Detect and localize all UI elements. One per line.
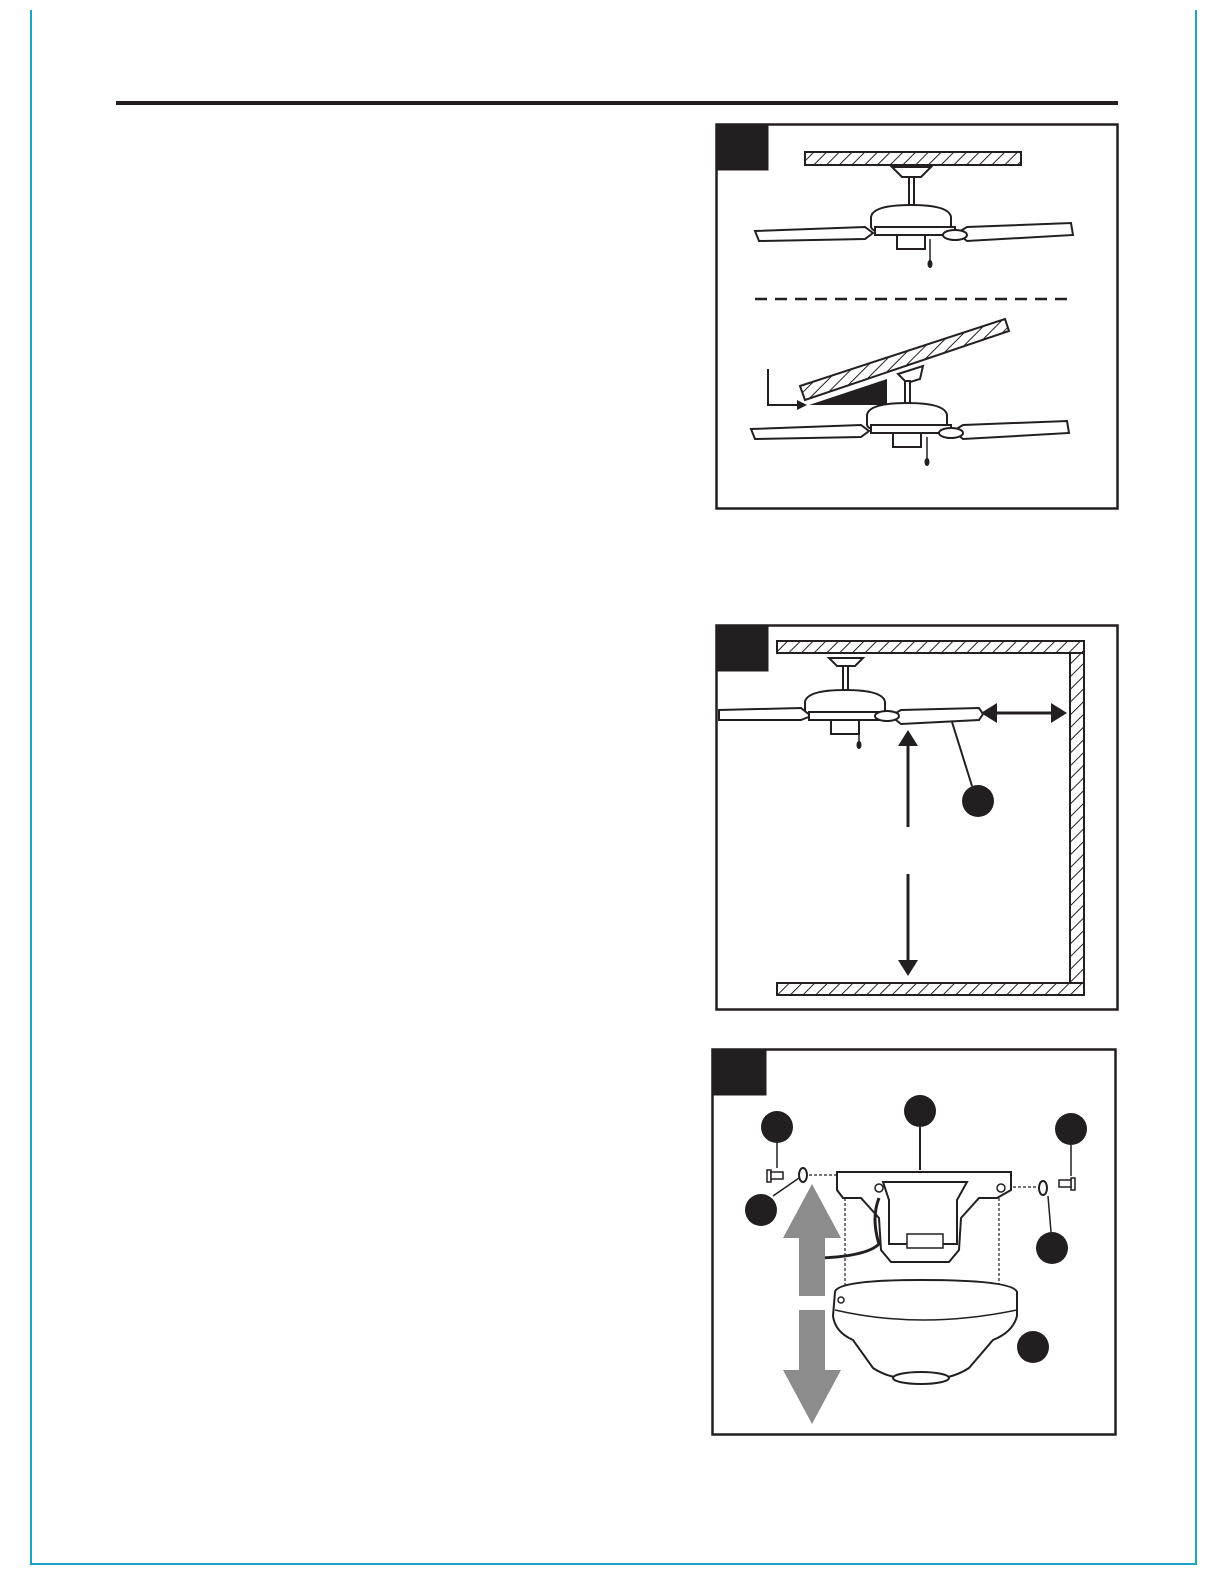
page-frame-left xyxy=(30,10,32,1565)
floor xyxy=(777,983,1084,995)
figure-border xyxy=(717,125,1118,509)
washer-left xyxy=(799,1168,807,1182)
step-label-box xyxy=(717,125,769,171)
callout-washer-right xyxy=(1036,1232,1068,1264)
figure-canopy-assembly xyxy=(711,1048,1117,1436)
callout-screw-right xyxy=(1055,1113,1087,1145)
callout-canopy xyxy=(1017,1331,1049,1363)
header-rule xyxy=(116,101,1118,105)
page-frame-bottom xyxy=(30,1563,1197,1565)
figure-ceiling-types xyxy=(715,123,1119,510)
wall xyxy=(1070,653,1084,983)
blade-callout-badge xyxy=(962,785,994,817)
step-label-box xyxy=(717,626,769,672)
figure-fan-clearance xyxy=(715,624,1119,1011)
callout-bracket xyxy=(904,1095,936,1127)
washer-right xyxy=(1039,1181,1047,1195)
figure-border xyxy=(717,626,1118,1010)
flat-ceiling xyxy=(805,152,1021,165)
step-label-box xyxy=(713,1050,767,1096)
ceiling xyxy=(777,641,1084,653)
callout-screw-left xyxy=(761,1111,793,1143)
page-frame-right xyxy=(1195,10,1197,1565)
callout-washer-left xyxy=(745,1194,777,1226)
